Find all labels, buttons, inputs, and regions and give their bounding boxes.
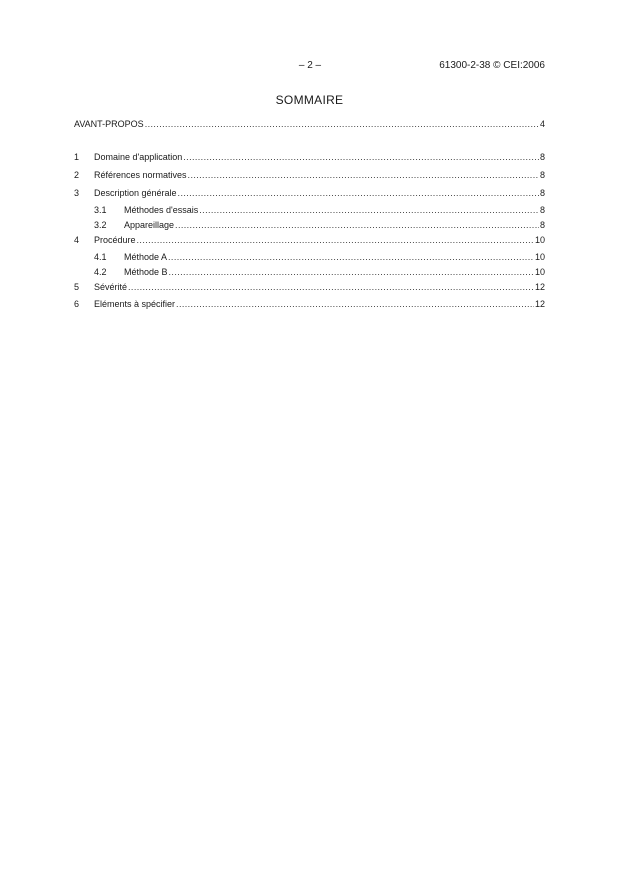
toc-entry-number: 1 [74,152,80,162]
toc-entry-6[interactable] [74,298,545,311]
toc-entry-number: 3.2 [94,220,107,230]
toc-entry-page: 12 [534,299,545,309]
toc-entry-title: AVANT-PROPOS [74,119,144,129]
toc-leader-dots [145,118,539,131]
toc-entry-title: Description générale [94,188,177,198]
toc-leader-dots [183,151,539,164]
toc-entry-title: Domaine d'application [94,152,183,162]
toc-leader-dots [176,298,534,311]
toc-entry-page: 10 [534,267,545,277]
toc-leader-dots [137,234,534,247]
toc-leader-dots [178,187,539,200]
toc-entry-number: 3 [74,188,80,198]
toc-entry-2[interactable] [74,169,545,182]
toc-leader-dots [175,219,539,232]
toc-entry-page: 8 [539,188,545,198]
page-title: SOMMAIRE [275,93,344,107]
toc-entry-title: Appareillage [124,220,175,230]
page-number: – 2 – [298,60,322,71]
toc-entry-number: 4.1 [94,252,107,262]
toc-entry-page: 8 [539,205,545,215]
toc-entry-number: 5 [74,282,80,292]
toc-entry-title: Méthode B [124,267,168,277]
toc-entry-title: Procédure [94,235,136,245]
toc-entry-title: Sévérité [94,282,128,292]
toc-entry-4-2[interactable] [74,266,545,279]
toc-entry-number: 6 [74,299,80,309]
toc-entry-5[interactable] [74,281,545,294]
toc-entry-title: Méthodes d'essais [124,205,199,215]
document-reference: 61300-2-38 © CEI:2006 [439,60,545,71]
toc-leader-dots [188,169,539,182]
toc-entry-title: Références normatives [94,170,187,180]
toc-entry-page: 8 [539,152,545,162]
toc-leader-dots [199,204,539,217]
toc-entry-page: 10 [534,252,545,262]
toc-leader-dots [168,251,534,264]
toc-entry-number: 4 [74,235,80,245]
toc-entry-3-2[interactable] [74,219,545,232]
toc-entry-page: 10 [534,235,545,245]
toc-entry-title: Méthode A [124,252,168,262]
toc-entry-page: 12 [534,282,545,292]
toc-entry-page: 4 [539,119,545,129]
toc-entry-4-1[interactable] [74,251,545,264]
toc-entry-3[interactable] [74,187,545,200]
toc-entry-3-1[interactable] [74,204,545,217]
toc-entry-4[interactable] [74,234,545,247]
toc-entry-number: 2 [74,170,80,180]
toc-leader-dots [128,281,534,294]
toc-entry-page: 8 [539,220,545,230]
toc-leader-dots [169,266,534,279]
toc-entry-title: Eléments à spécifier [94,299,176,309]
toc-entry-1[interactable] [74,151,545,164]
toc-entry-number: 3.1 [94,205,107,215]
toc-entry-page: 8 [539,170,545,180]
toc-entry-number: 4.2 [94,267,107,277]
toc-entry-foreword[interactable] [74,118,545,131]
